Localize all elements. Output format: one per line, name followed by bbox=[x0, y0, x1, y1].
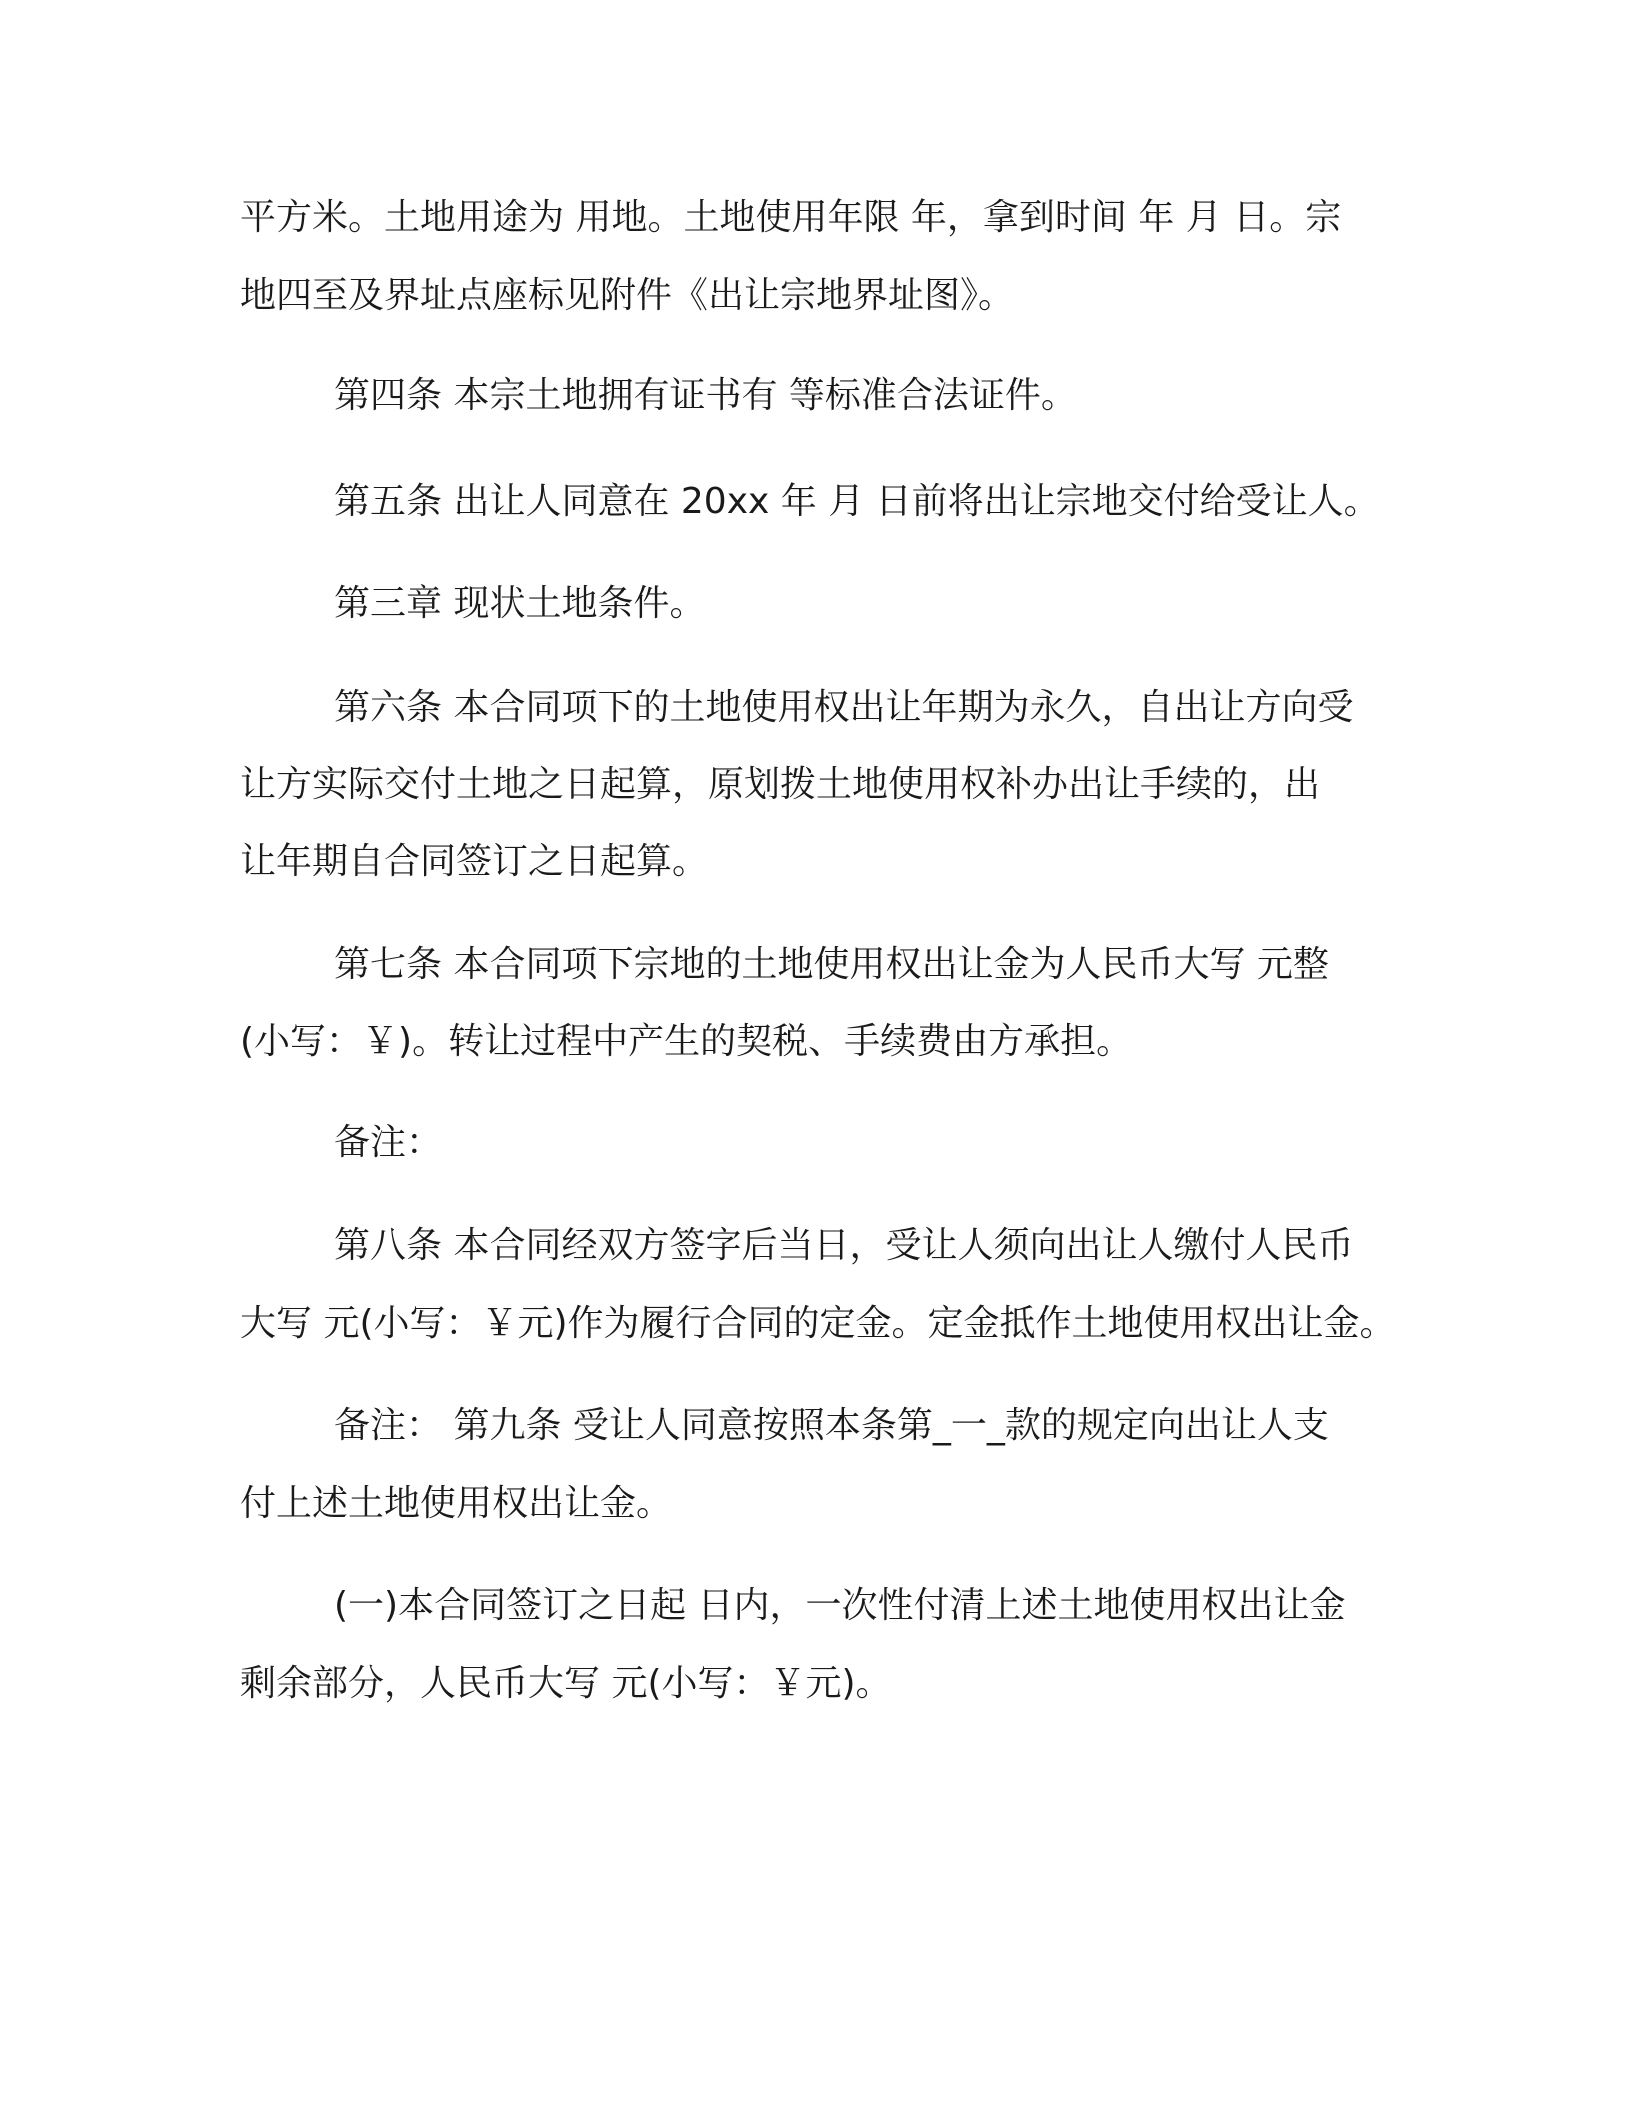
chapter-3-heading: 第三章 现状土地条件。 bbox=[334, 583, 706, 624]
text-line: 付上述土地使用权出让金。 bbox=[240, 1483, 673, 1524]
text-line: 剩余部分，人民币大写 元(小写：￥元)。 bbox=[240, 1663, 892, 1704]
clause-6: 第六条 本合同项下的土地使用权出让年期为永久，自出让方向受 bbox=[334, 687, 1354, 728]
payment-item-1: (一)本合同签订之日起 日内，一次性付清上述土地使用权出让金 bbox=[334, 1585, 1346, 1626]
text-line: 让年期自合同签订之日起算。 bbox=[240, 841, 709, 882]
text-line: 地四至及界址点座标见附件《出让宗地界址图》。 bbox=[240, 275, 1015, 316]
text-line: 大写 元(小写：￥元)作为履行合同的定金。定金抵作土地使用权出让金。 bbox=[240, 1303, 1396, 1344]
text-line: (小写：￥)。转让过程中产生的契税、手续费由方承担。 bbox=[240, 1021, 1133, 1062]
clause-4: 第四条 本宗土地拥有证书有 等标准合法证件。 bbox=[334, 375, 1077, 416]
text-line: 平方米。土地用途为 用地。土地使用年限 年，拿到时间 年 月 日。宗 bbox=[240, 197, 1342, 238]
clause-9: 备注： 第九条 受让人同意按照本条第_一_款的规定向出让人支 bbox=[334, 1405, 1329, 1446]
clause-8: 第八条 本合同经双方签字后当日，受让人须向出让人缴付人民币 bbox=[334, 1225, 1354, 1266]
note-label: 备注： bbox=[334, 1122, 443, 1163]
clause-5: 第五条 出让人同意在 20xx 年 月 日前将出让宗地交付给受让人。 bbox=[334, 481, 1380, 522]
clause-7: 第七条 本合同项下宗地的土地使用权出让金为人民币大写 元整 bbox=[334, 944, 1329, 985]
text-line: 让方实际交付土地之日起算，原划拨土地使用权补办出让手续的，出 bbox=[240, 764, 1321, 805]
